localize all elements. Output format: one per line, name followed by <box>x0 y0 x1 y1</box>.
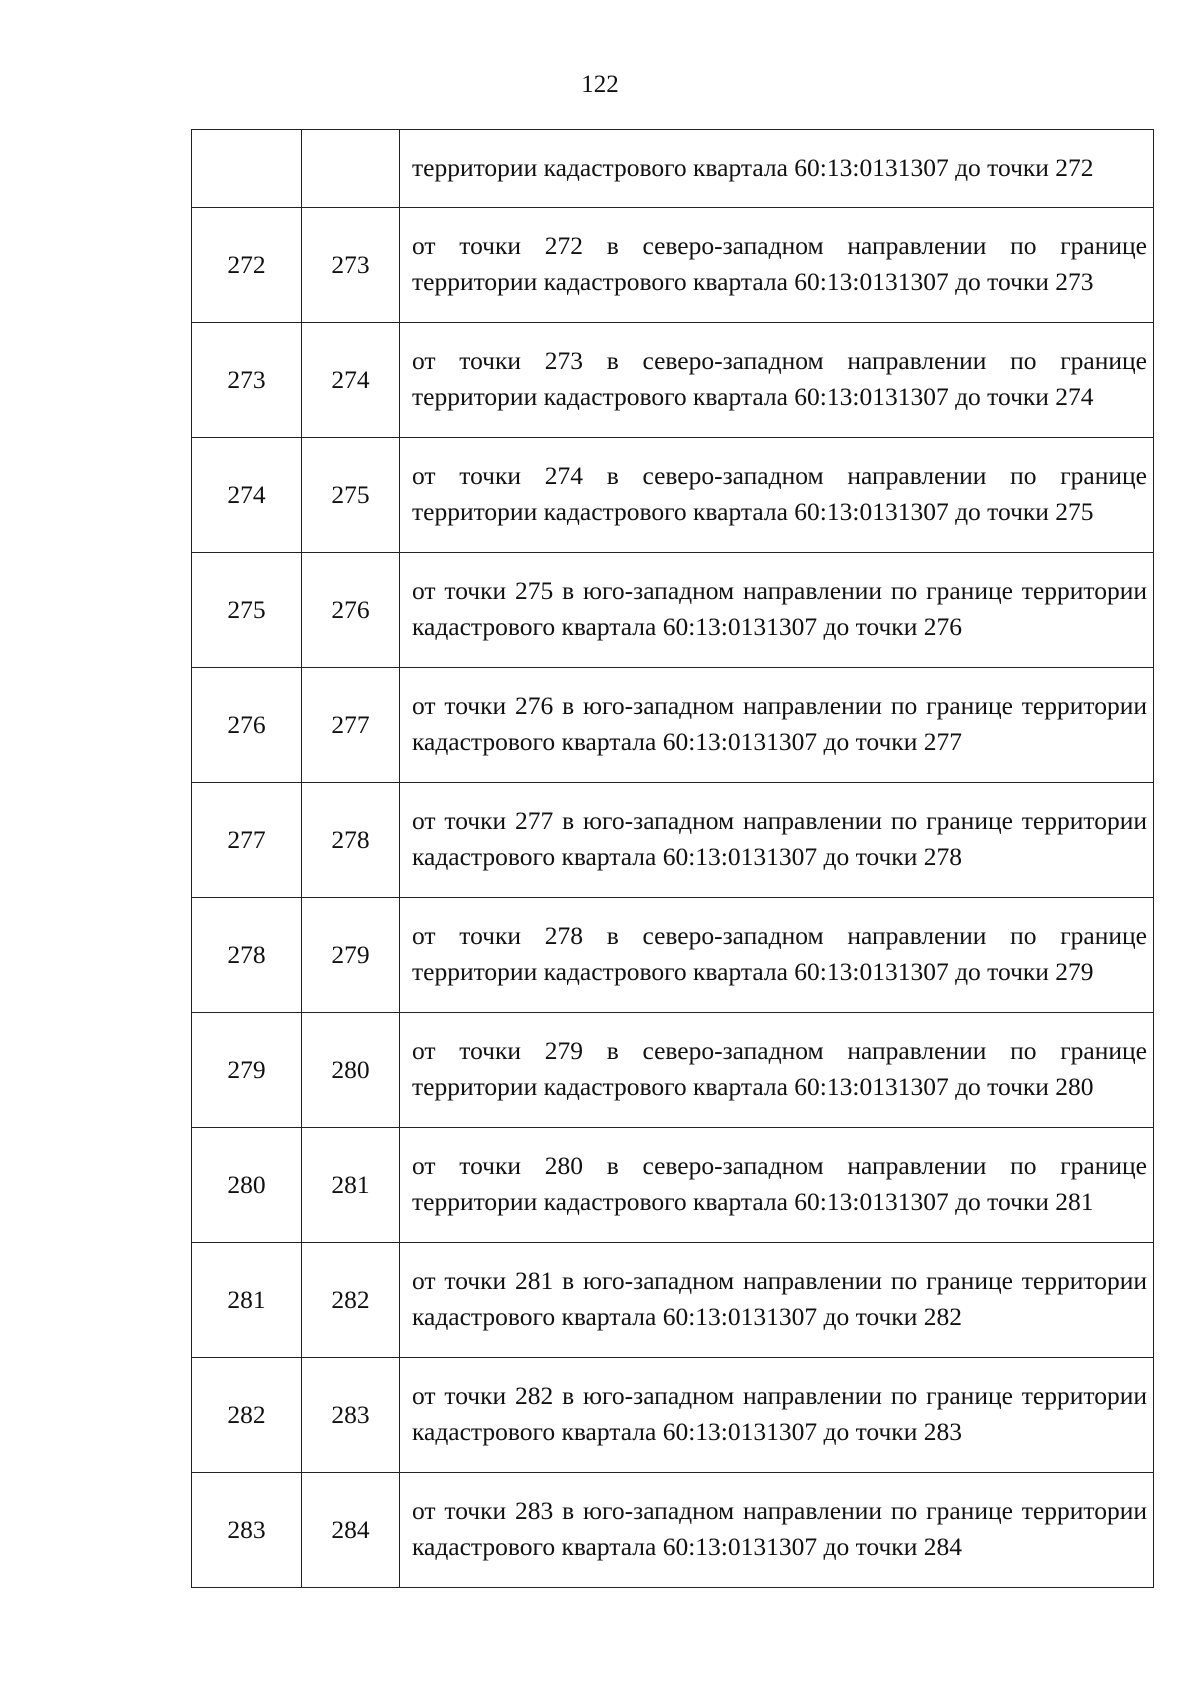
table-row <box>192 323 1154 438</box>
table-row <box>192 1243 1154 1358</box>
table-body <box>192 130 1154 1588</box>
from-point-cell: 281 <box>192 1243 302 1358</box>
description-cell: от точки 277 в юго-западном направлении по границе территории кадастрового квартала 60:13:0131307 до точки 278 <box>400 783 1154 898</box>
table-row <box>192 553 1154 668</box>
from-point-cell: 275 <box>192 553 302 668</box>
description-cell: от точки 281 в юго-западном направлении по границе территории кадастрового квартала 60:13:0131307 до точки 282 <box>400 1243 1154 1358</box>
table-row-continuation <box>192 130 1154 208</box>
boundary-description-table <box>191 129 1154 1588</box>
from-point-cell: 279 <box>192 1013 302 1128</box>
from-point-cell: 283 <box>192 1473 302 1588</box>
table-row <box>192 1358 1154 1473</box>
to-point-cell: 282 <box>302 1243 400 1358</box>
to-point-cell: 284 <box>302 1473 400 1588</box>
from-point-cell: 276 <box>192 668 302 783</box>
description-cell: территории кадастрового квартала 60:13:0131307 до точки 272 <box>400 130 1154 208</box>
to-point-cell: 279 <box>302 898 400 1013</box>
description-cell: от точки 275 в юго-западном направлении по границе территории кадастрового квартала 60:13:0131307 до точки 276 <box>400 553 1154 668</box>
from-point-cell: 280 <box>192 1128 302 1243</box>
description-cell: от точки 283 в юго-западном направлении по границе территории кадастрового квартала 60:13:0131307 до точки 284 <box>400 1473 1154 1588</box>
description-cell: от точки 280 в северо-западном направлении по границе территории кадастрового квартала 60:13:0131307 до точки 281 <box>400 1128 1154 1243</box>
page-number: 122 <box>581 71 619 98</box>
from-point-cell: 278 <box>192 898 302 1013</box>
table-row <box>192 1128 1154 1243</box>
description-cell: от точки 276 в юго-западном направлении по границе территории кадастрового квартала 60:13:0131307 до точки 277 <box>400 668 1154 783</box>
description-cell: от точки 282 в юго-западном направлении по границе территории кадастрового квартала 60:13:0131307 до точки 283 <box>400 1358 1154 1473</box>
description-cell: от точки 279 в северо-западном направлении по границе территории кадастрового квартала 60:13:0131307 до точки 280 <box>400 1013 1154 1128</box>
from-point-cell: 274 <box>192 438 302 553</box>
to-point-cell: 283 <box>302 1358 400 1473</box>
to-point-cell: 281 <box>302 1128 400 1243</box>
to-point-cell: 278 <box>302 783 400 898</box>
table-row <box>192 208 1154 323</box>
description-cell: от точки 278 в северо-западном направлении по границе территории кадастрового квартала 60:13:0131307 до точки 279 <box>400 898 1154 1013</box>
from-point-cell: 277 <box>192 783 302 898</box>
to-point-cell: 276 <box>302 553 400 668</box>
to-point-cell <box>302 130 400 208</box>
to-point-cell: 280 <box>302 1013 400 1128</box>
table-row <box>192 668 1154 783</box>
table-row <box>192 898 1154 1013</box>
from-point-cell: 282 <box>192 1358 302 1473</box>
table-row <box>192 1473 1154 1588</box>
table-row <box>192 1013 1154 1128</box>
to-point-cell: 273 <box>302 208 400 323</box>
to-point-cell: 274 <box>302 323 400 438</box>
from-point-cell: 272 <box>192 208 302 323</box>
table-row <box>192 783 1154 898</box>
description-cell: от точки 273 в северо-западном направлении по границе территории кадастрового квартала 60:13:0131307 до точки 274 <box>400 323 1154 438</box>
to-point-cell: 277 <box>302 668 400 783</box>
table-row <box>192 438 1154 553</box>
to-point-cell: 275 <box>302 438 400 553</box>
description-cell: от точки 272 в северо-западном направлении по границе территории кадастрового квартала 60:13:0131307 до точки 273 <box>400 208 1154 323</box>
description-cell: от точки 274 в северо-западном направлении по границе территории кадастрового квартала 60:13:0131307 до точки 275 <box>400 438 1154 553</box>
from-point-cell <box>192 130 302 208</box>
from-point-cell: 273 <box>192 323 302 438</box>
